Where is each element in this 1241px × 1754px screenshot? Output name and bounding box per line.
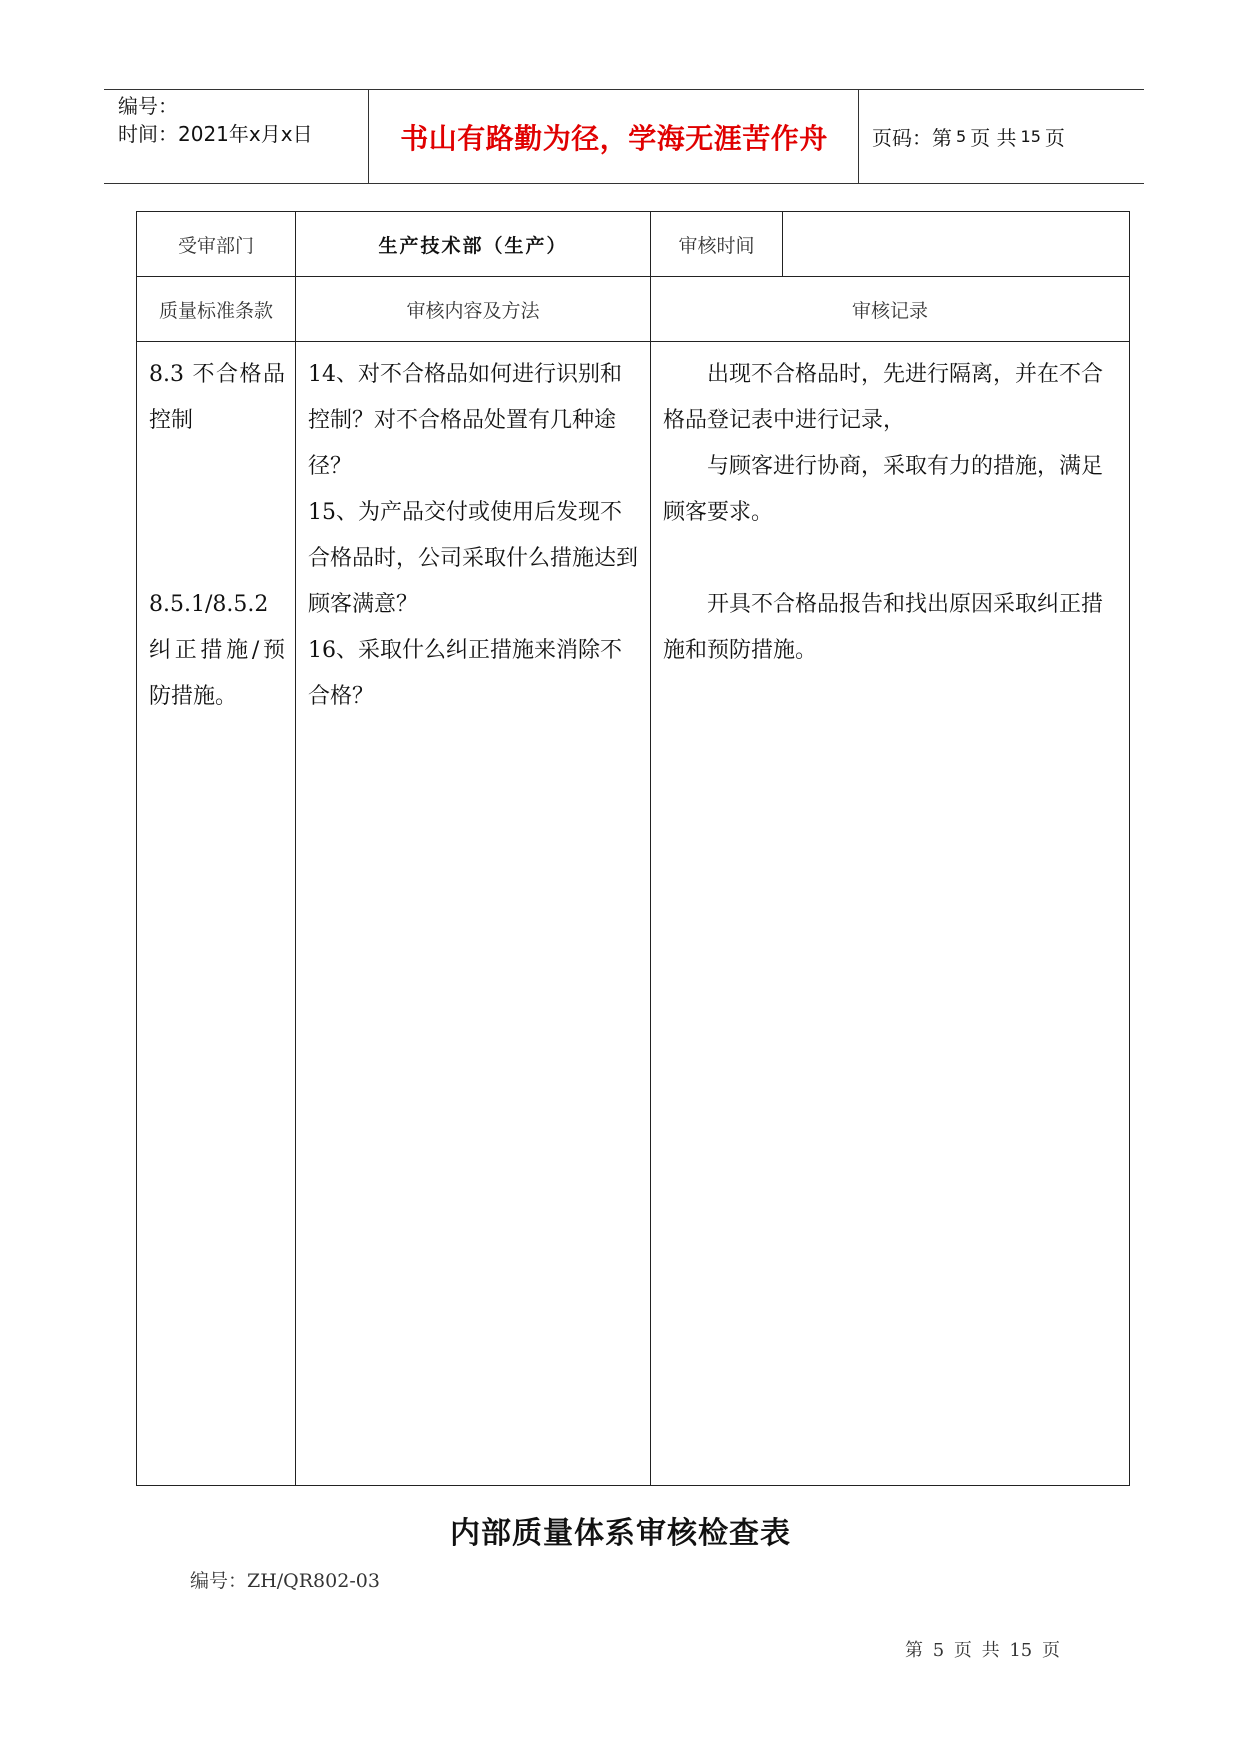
page-prefix: 页码：第 bbox=[872, 126, 952, 150]
record-item: 出现不合格品时，先进行隔离，并在不合格品登记表中进行记录， bbox=[663, 362, 1104, 433]
audit-time-label: 审核时间 bbox=[651, 212, 783, 277]
question-item: 15、为产品交付或使用后发现不合格品时，公司采取什么措施达到顾客满意？ bbox=[308, 500, 639, 617]
record-item: 与顾客进行协商，采取有力的措施，满足顾客要求。 bbox=[663, 454, 1104, 525]
table-row bbox=[137, 342, 1130, 1486]
document-title: 内部质量体系审核检查表 bbox=[450, 1516, 791, 1551]
table-header-row bbox=[137, 277, 1130, 342]
page-footer: 第 5 页 共 15 页 bbox=[905, 1640, 1060, 1661]
page-header bbox=[104, 89, 1144, 184]
col-header-content: 审核内容及方法 bbox=[296, 277, 651, 342]
clause-item: 8.5.1/8.5.2纠正措施/预防措施。 bbox=[149, 592, 285, 709]
col-header-clause: 质量标准条款 bbox=[137, 277, 296, 342]
dept-value: 生产技术部（生产） bbox=[296, 212, 651, 277]
audit-checklist-table bbox=[136, 211, 1130, 1486]
header-divider bbox=[858, 90, 859, 183]
audit-time-value bbox=[783, 212, 1130, 277]
table-row bbox=[137, 212, 1130, 277]
header-number-label: 编号： bbox=[118, 94, 178, 118]
header-time-label: 时间：2021年x月x日 bbox=[118, 122, 313, 146]
document-code: 编号：ZH/QR802-03 bbox=[190, 1570, 380, 1592]
col-header-record: 审核记录 bbox=[651, 277, 1130, 342]
page-middle: 页 共 bbox=[970, 126, 1017, 150]
content-cell bbox=[296, 342, 651, 1486]
header-divider bbox=[368, 90, 369, 183]
clause-cell bbox=[137, 342, 296, 1486]
question-item: 14、对不合格品如何进行识别和控制？对不合格品处置有几种途径？ bbox=[308, 362, 622, 479]
header-meta bbox=[118, 92, 358, 148]
question-item: 16、采取什么纠正措施来消除不合格？ bbox=[308, 638, 622, 709]
page-suffix: 页 bbox=[1044, 126, 1065, 150]
clause-item: 8.3 不合格品控制 bbox=[149, 362, 285, 433]
dept-label: 受审部门 bbox=[137, 212, 296, 277]
record-cell bbox=[651, 342, 1130, 1486]
page-total: 15 bbox=[1020, 127, 1041, 146]
header-motto: 书山有路勤为径，学海无涯苦作舟 bbox=[400, 121, 828, 155]
record-item: 开具不合格品报告和找出原因采取纠正措施和预防措施。 bbox=[663, 592, 1104, 663]
header-page-number bbox=[872, 90, 1065, 183]
page-current: 5 bbox=[956, 127, 967, 146]
